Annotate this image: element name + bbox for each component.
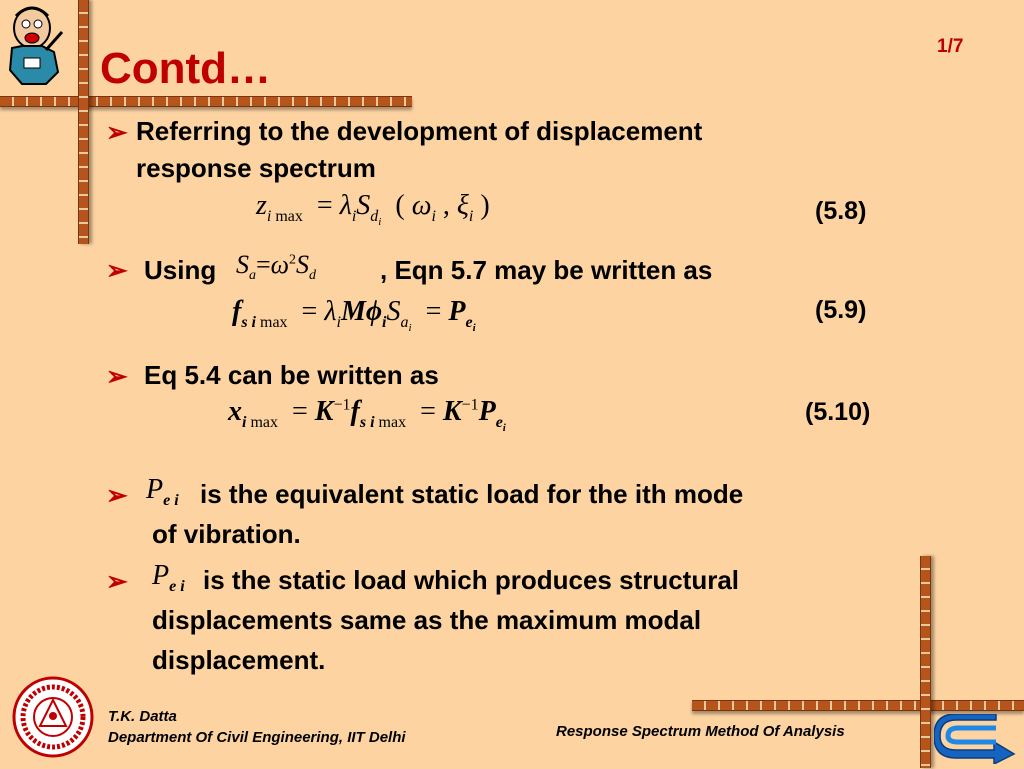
cartoon-professor-icon bbox=[2, 2, 68, 86]
page-number: 1/7 bbox=[937, 36, 964, 57]
bullet-text: response spectrum bbox=[136, 153, 376, 183]
footer-course: Response Spectrum Method Of Analysis bbox=[556, 723, 845, 740]
bullet-marker: ➢ bbox=[106, 117, 128, 147]
bullet-text: of vibration. bbox=[152, 519, 301, 549]
slide-title: Contd… bbox=[100, 44, 272, 93]
bullet-marker: ➢ bbox=[106, 361, 128, 391]
bullet-text: Using bbox=[144, 255, 217, 285]
inline-equation-sa: $S_a=\omega^2S_d$ bbox=[236, 250, 317, 284]
left-brick-bar bbox=[78, 0, 89, 244]
right-brick-bar bbox=[920, 556, 931, 768]
equation-5-8: $z_{i max} = \lambda_iS_{d_i}$ ( $\omega_i$ , $\xi_i$ ) bbox=[256, 190, 490, 228]
inline-symbol-pei: $P_{e i}$ bbox=[152, 560, 185, 595]
bullet-text: Referring to the development of displacement bbox=[136, 116, 703, 146]
footer-department: Department Of Civil Engineering, IIT Delhi bbox=[108, 729, 406, 746]
bullet-marker: ➢ bbox=[106, 480, 128, 510]
equation-label-5-9: (5.9) bbox=[815, 296, 867, 324]
iit-delhi-logo-icon bbox=[12, 674, 94, 760]
equation-5-9: $f_{s i max} = \lambda_iM\phi_iS_{a_i} = P_{e_i}$ bbox=[232, 296, 476, 334]
bullet-marker: ➢ bbox=[106, 255, 128, 285]
return-arrow-icon[interactable] bbox=[934, 714, 1020, 764]
equation-5-10: $x_{i max} = K^{-1}f_{s i max} = K^{-1}P_{e_i}$ bbox=[228, 396, 506, 434]
top-brick-bar bbox=[0, 96, 412, 107]
bullet-text: displacements same as the maximum modal bbox=[152, 605, 702, 635]
bullet-text: Eq 5.4 can be written as bbox=[144, 360, 439, 390]
equation-label-5-8: (5.8) bbox=[815, 197, 867, 225]
equation-label-5-10: (5.10) bbox=[805, 398, 871, 426]
bullet-text: is the equivalent static load for the ith mode bbox=[200, 479, 744, 509]
inline-symbol-pei: $P_{e i}$ bbox=[146, 474, 179, 509]
bullet-text: is the static load which produces structural bbox=[203, 565, 740, 595]
bullet-text: displacement. bbox=[152, 645, 326, 675]
bottom-brick-bar bbox=[692, 700, 1024, 711]
footer-author: T.K. Datta bbox=[108, 708, 177, 725]
bullet-text: , Eqn 5.7 may be written as bbox=[380, 255, 713, 285]
bullet-marker: ➢ bbox=[106, 566, 128, 596]
